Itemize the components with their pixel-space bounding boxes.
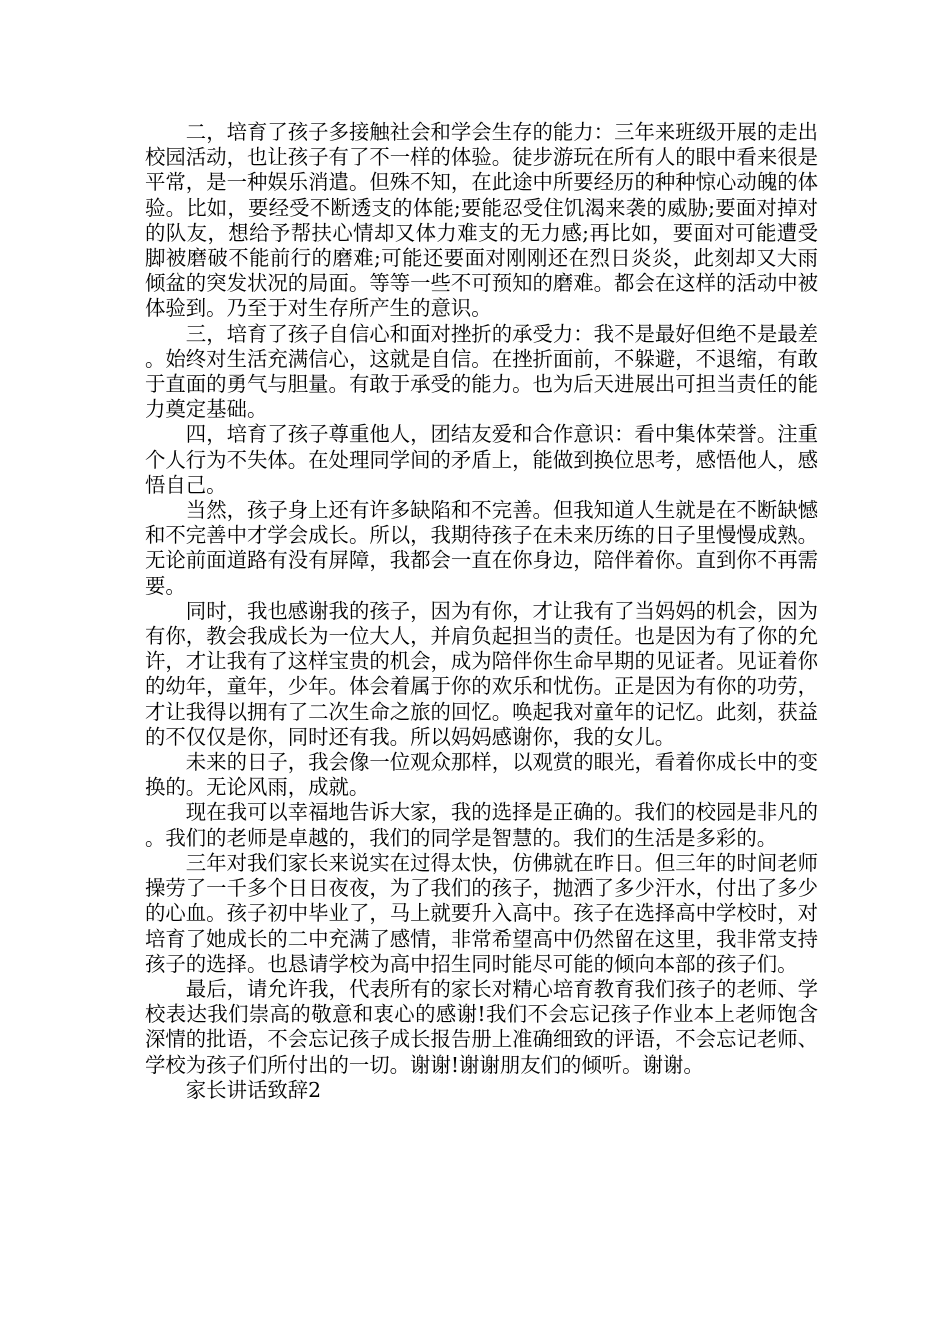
document-page: [145, 120, 818, 1103]
paragraph-right-choice: 现在我可以幸福地告诉大家，我的选择是正确的。我们的校园是非凡的。我们的老师是卓越的，我们的同学是智慧的。我们的生活是多彩的。: [145, 800, 818, 850]
paragraph-thanks-to-child: 同时，我也感谢我的孩子，因为有你，才让我有了当妈妈的机会，因为有你，教会我成长为一位大人，并肩负起担当的责任。也是因为有了你的允许，才让我有了这样宝贵的机会，成为陪伴你生命早期的见证者。见证着你的幼年，童年，少年。体会着属于你的欢乐和忧伤。正是因为有你的功劳，才让我得以拥有了二次生命之旅的回忆。唤起我对童年的记忆。此刻，获益的不仅仅是你，同时还有我。所以妈妈感谢你，我的女儿。: [145, 598, 818, 749]
paragraph-respect-teamwork: 四，培育了孩子尊重他人，团结友爱和合作意识：看中集体荣誉。注重个人行为不失体。在处理同学间的矛盾上，能做到换位思考，感悟他人，感悟自己。: [145, 422, 818, 497]
paragraph-closing-thanks: 最后，请允许我，代表所有的家长对精心培育教育我们孩子的老师、学校表达我们崇高的敬意和衷心的感谢!我们不会忘记孩子作业本上老师饱含深情的批语，不会忘记孩子成长报告册上准确细致的评语，不会忘记老师、学校为孩子们所付出的一切。谢谢!谢谢朋友们的倾听。谢谢。: [145, 976, 818, 1077]
section-heading: 家长讲话致辞2: [185, 1077, 322, 1102]
paragraph-growth-shortcomings: 当然，孩子身上还有许多缺陷和不完善。但我知道人生就是在不断缺憾和不完善中才学会成长。所以，我期待孩子在未来历练的日子里慢慢成熟。无论前面道路有没有屏障，我都会一直在你身边，陪伴着你。直到你不再需要。: [145, 498, 818, 598]
paragraph-three-years: 三年对我们家长来说实在过得太快，仿佛就在昨日。但三年的时间老师操劳了一千多个日日夜夜，为了我们的孩子，抛洒了多少汗水，付出了多少的心血。孩子初中毕业了，马上就要升入高中。孩子在选择高中学校时，对培育了她成长的二中充满了感情，非常希望高中仍然留在这里，我非常支持孩子的选择。也恳请学校为高中招生同时能尽可能的倾向本部的孩子们。: [145, 850, 818, 976]
paragraph-social-survival-ability: 二，培育了孩子多接触社会和学会生存的能力：三年来班级开展的走出校园活动，也让孩子有了不一样的体验。徒步游玩在所有人的眼中看来很是平常，是一种娱乐消遣。但殊不知，在此途中所要经历的种种惊心动魄的体验。比如，要经受不断透支的体能;要能忍受住饥渴来袭的威胁;要面对掉对的队友，想给予帮扶心情却又体力难支的无力感;再比如，要面对可能遭受脚被磨破不能前行的磨难;可能还要面对刚刚还在烈日炎炎，此刻却又大雨倾盆的突发状况的局面。等等一些不可预知的磨难。都会在这样的活动中被体验到。乃至于对生存所产生的意识。: [145, 120, 818, 321]
paragraph-confidence-resilience: 三，培育了孩子自信心和面对挫折的承受力：我不是最好但绝不是最差。始终对生活充满信心，这就是自信。在挫折面前，不躲避，不退缩，有敢于直面的勇气与胆量。有敢于承受的能力。也为后天进展出可担当责任的能力奠定基础。: [145, 321, 818, 422]
paragraph-future-days: 未来的日子，我会像一位观众那样，以观赏的眼光，看着你成长中的变换的。无论风雨，成就。: [145, 750, 818, 800]
